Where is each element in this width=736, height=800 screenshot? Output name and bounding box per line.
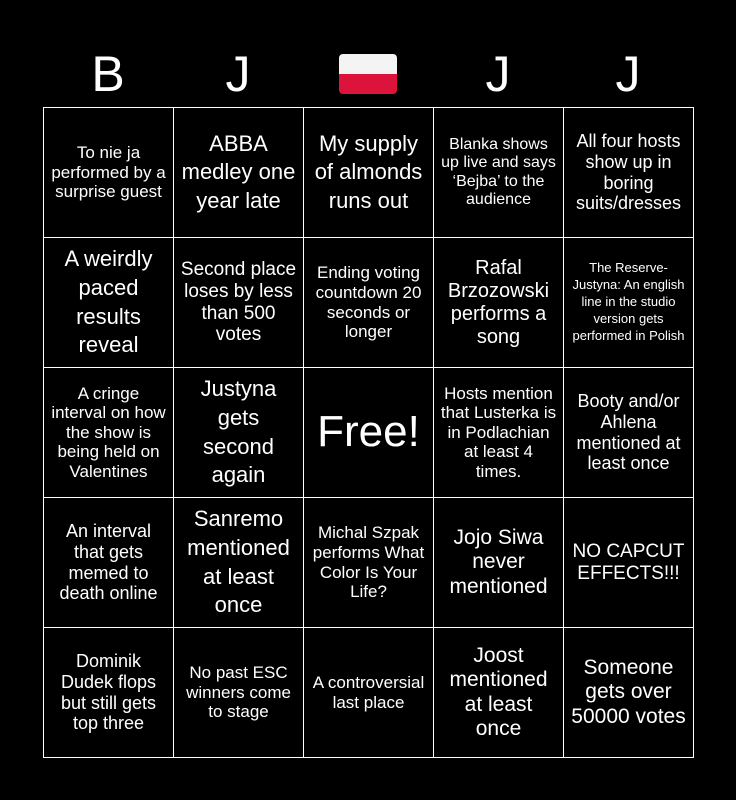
bingo-cell-r1c2[interactable]: ABBA medley one year late — [173, 107, 304, 238]
bingo-header — [43, 40, 693, 108]
bingo-cell-r2c3[interactable]: Ending voting countdown 20 seconds or longer — [303, 237, 434, 368]
bingo-cell-r3c1[interactable]: A cringe interval on how the show is being held on Valentines — [43, 367, 174, 498]
bingo-cell-r5c4[interactable]: Joost mentioned at least once — [433, 627, 564, 758]
bingo-cell-r4c5[interactable]: NO CAPCUT EFFECTS!!! — [563, 497, 694, 628]
poland-flag-icon — [303, 40, 433, 108]
free-space[interactable]: Free! — [303, 367, 434, 498]
bingo-cell-r2c2[interactable]: Second place loses by less than 500 votes — [173, 237, 304, 368]
header-letter-j-1: J — [225, 46, 251, 102]
bingo-cell-r1c1[interactable]: To nie ja performed by a surprise guest — [43, 107, 174, 238]
bingo-cell-r2c5[interactable]: The Reserve-Justyna: An english line in the studio version gets performed in Polish — [563, 237, 694, 368]
bingo-cell-r5c1[interactable]: Dominik Dudek flops but still gets top three — [43, 627, 174, 758]
bingo-cell-r3c4[interactable]: Hosts mention that Lusterka is in Podlachian at least 4 times. — [433, 367, 564, 498]
bingo-cell-r5c3[interactable]: A controversial last place — [303, 627, 434, 758]
header-letter-b: B — [91, 46, 125, 102]
bingo-cell-r2c1[interactable]: A weirdly paced results reveal — [43, 237, 174, 368]
bingo-cell-r4c3[interactable]: Michal Szpak performs What Color Is Your Life? — [303, 497, 434, 628]
header-letter-j-3: J — [615, 46, 641, 102]
header-letter-j-2: J — [485, 46, 511, 102]
bingo-cell-r5c2[interactable]: No past ESC winners come to stage — [173, 627, 304, 758]
bingo-cell-r4c2[interactable]: Sanremo mentioned at least once — [173, 497, 304, 628]
bingo-cell-r1c3[interactable]: My supply of almonds runs out — [303, 107, 434, 238]
bingo-cell-r3c2[interactable]: Justyna gets second again — [173, 367, 304, 498]
bingo-cell-r2c4[interactable]: Rafal Brzozowski performs a song — [433, 237, 564, 368]
bingo-cell-r4c1[interactable]: An interval that gets memed to death online — [43, 497, 174, 628]
bingo-cell-r1c4[interactable]: Blanka shows up live and says ‘Bejba’ to the audience — [433, 107, 564, 238]
bingo-cell-r4c4[interactable]: Jojo Siwa never mentioned — [433, 497, 564, 628]
bingo-cell-r1c5[interactable]: All four hosts show up in boring suits/dresses — [563, 107, 694, 238]
bingo-grid — [43, 107, 693, 757]
bingo-cell-r3c5[interactable]: Booty and/or Ahlena mentioned at least once — [563, 367, 694, 498]
bingo-cell-r5c5[interactable]: Someone gets over 50000 votes — [563, 627, 694, 758]
